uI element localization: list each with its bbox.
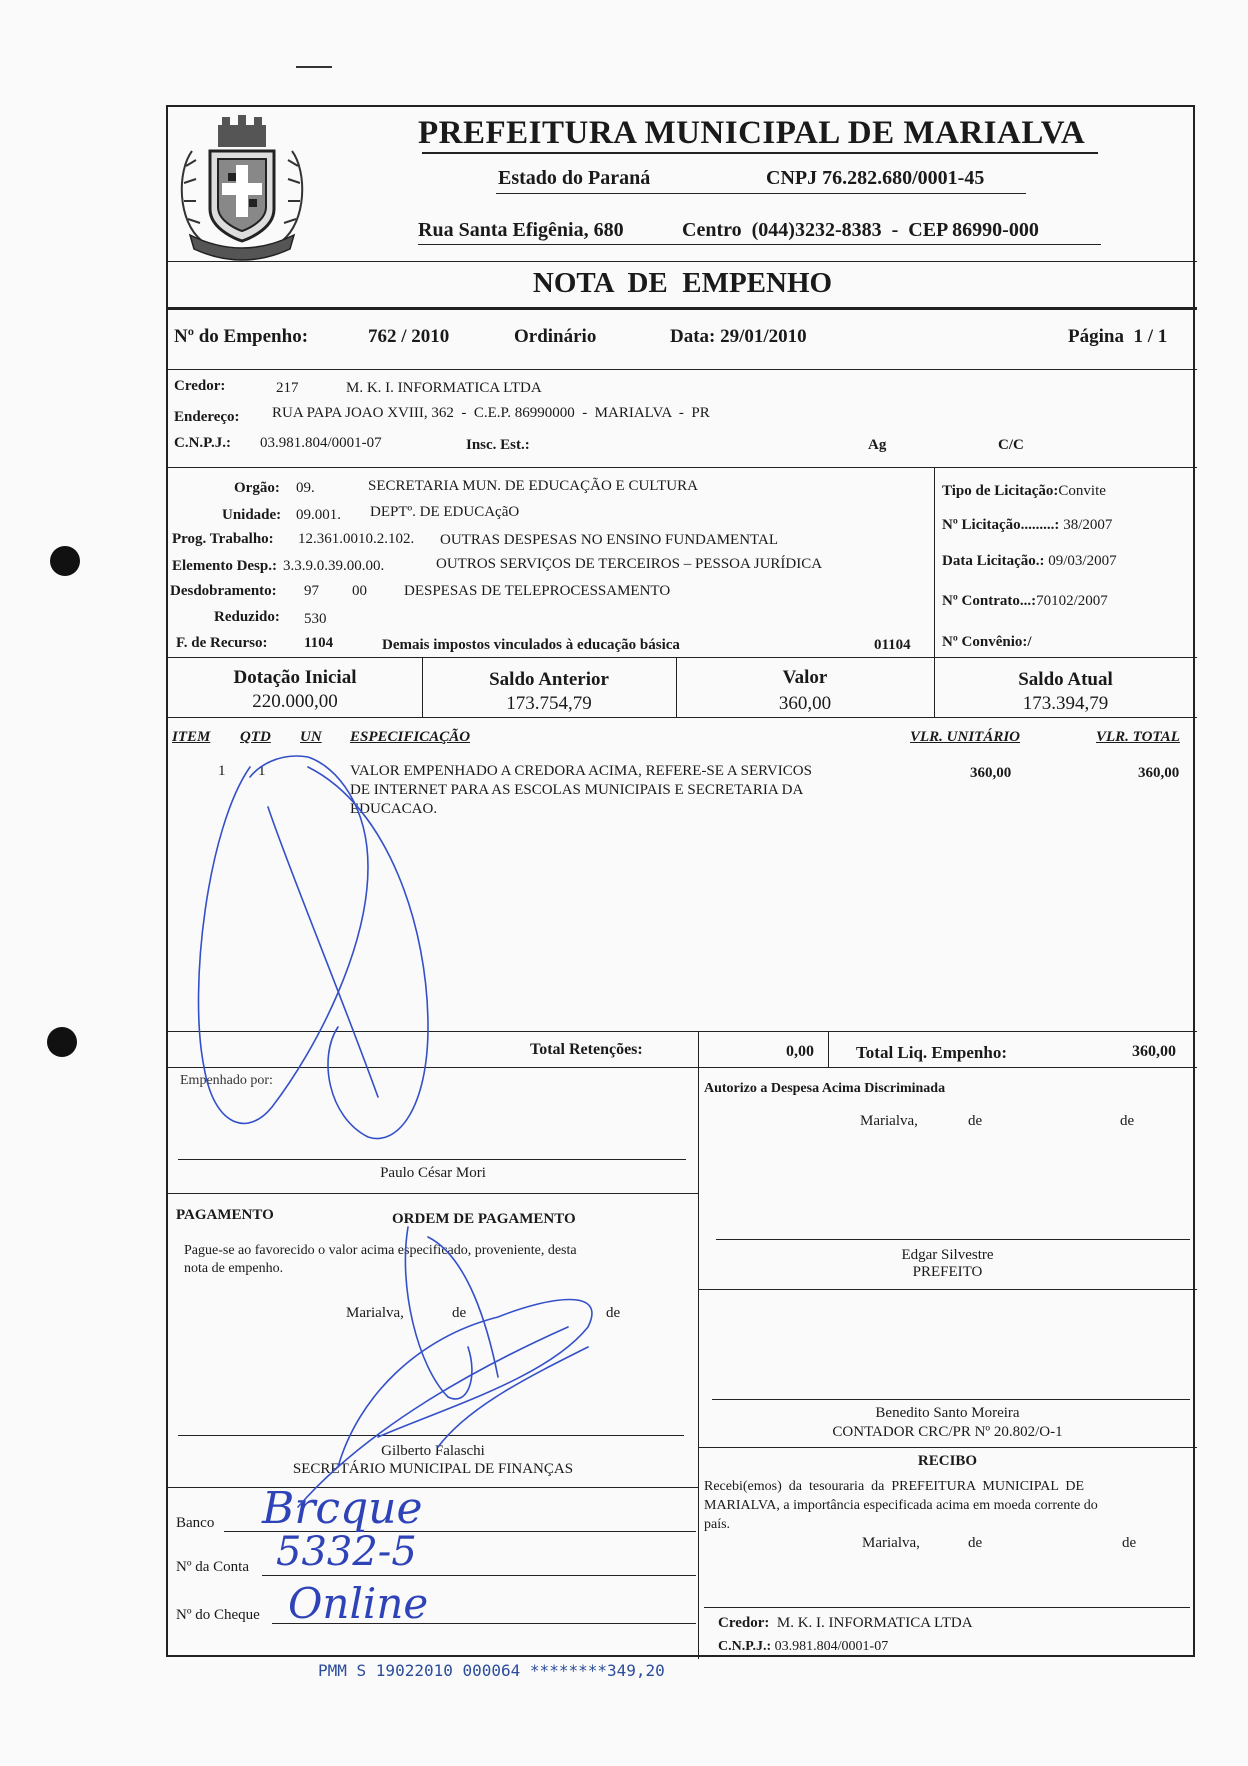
num-contrato-value: 70102/2007 [1036, 593, 1108, 609]
credor-cnpj: 03.981.804/0001-07 [260, 435, 382, 451]
header-district-phone: Centro (044)3232-8383 - CEP 86990-000 [682, 219, 1039, 241]
endereco-label: Endereço: [174, 409, 240, 425]
divider [698, 1447, 1197, 1448]
header-cnpj: CNPJ 76.282.680/0001-45 [766, 167, 985, 189]
elemento-code: 3.3.9.0.39.00.00. [283, 558, 385, 574]
divider [168, 1031, 1197, 1032]
signature-line-secretario [178, 1435, 684, 1436]
saldo-atual-value: 173.394,79 [1022, 693, 1109, 714]
pagamento-label: PAGAMENTO [176, 1207, 274, 1223]
desdobramento-code: 97 [304, 583, 319, 599]
contador-role: CONTADOR CRC/PR Nº 20.802/O-1 [832, 1424, 1063, 1440]
recibo-cnpj-value: 03.981.804/0001-07 [774, 1639, 889, 1654]
ag-label: Ag [868, 437, 887, 453]
divider [168, 1193, 698, 1194]
recibo-title: RECIBO [917, 1453, 978, 1469]
orgao-label: Orgão: [234, 480, 280, 496]
secretario-role: SECRETÁRIO MUNICIPAL DE FINANÇAS [292, 1461, 574, 1477]
punch-hole-top [50, 546, 80, 576]
saldo-anterior-value: 173.754,79 [506, 693, 592, 714]
item-vlr-unitario: 360,00 [970, 765, 1012, 781]
recibo-text: MARIALVA, a importância especificada acima em moeda corrente do [704, 1498, 1098, 1513]
header-title-underline [422, 152, 1098, 154]
page-number: Página 1 / 1 [1068, 326, 1168, 347]
header-state: Estado do Paraná [498, 167, 651, 189]
divider [168, 369, 1197, 370]
col-item: ITEM [172, 729, 211, 745]
prog-desc: OUTRAS DESPESAS NO ENSINO FUNDAMENTAL [440, 532, 778, 548]
valor-value: 360,00 [778, 693, 832, 714]
credor-name: M. K. I. INFORMATICA LTDA [346, 380, 542, 396]
item-vlr-total: 360,00 [1138, 765, 1180, 781]
num-contrato-label: Nº Contrato...: [942, 593, 1037, 609]
empenhado-name: Paulo César Mori [380, 1165, 486, 1181]
item-desc-line: EDUCACAO. [350, 801, 438, 817]
recibo-text: Recebi(emos) da tesouraria da PREFEITURA MUNICIPAL DE [704, 1479, 1085, 1494]
divider [168, 467, 1197, 468]
saldo-anterior-label: Saldo Anterior [489, 669, 609, 690]
cheque-label: Nº do Cheque [176, 1607, 260, 1623]
dotacao-inicial-value: 220.000,00 [252, 691, 338, 712]
col-un: UN [300, 729, 322, 745]
banco-handwriting: Brcque [262, 1483, 423, 1534]
divider [698, 1031, 699, 1659]
recibo-place: Marialva, [862, 1535, 920, 1551]
autorizo-label: Autorizo a Despesa Acima Discriminada [704, 1081, 946, 1096]
prog-label: Prog. Trabalho: [172, 531, 274, 547]
recibo-cnpj [718, 1639, 888, 1655]
cc-label: C/C [998, 437, 1024, 453]
reduzido-label: Reduzido: [214, 609, 280, 625]
col-vlr-unitario: VLR. UNITÁRIO [910, 729, 1021, 745]
empenho-number: 762 / 2010 [368, 326, 450, 347]
pagamento-de2: de [606, 1305, 621, 1321]
credor-code: 217 [276, 380, 299, 396]
col-vlr-total: VLR. TOTAL [1096, 729, 1180, 745]
tipo-licitacao-label-text: Tipo de Licitação: [942, 483, 1059, 499]
item-qtd: 1 [258, 763, 266, 779]
pagamento-place: Marialva, [346, 1305, 404, 1321]
item-desc-line: VALOR EMPENHADO A CREDORA ACIMA, REFERE-SE A SERVICOS [350, 763, 812, 779]
tipo-licitacao-value: Convite [1058, 483, 1106, 499]
autorizo-de1: de [968, 1113, 983, 1129]
total-liq-value: 360,00 [1132, 1043, 1176, 1060]
total-liq-label: Total Liq. Empenho: [856, 1043, 1007, 1062]
signature-line-empenhado [178, 1159, 686, 1160]
pagamento-text: Pague-se ao favorecido o valor acima especificado, proveniente, desta [184, 1243, 577, 1258]
data-licitacao-label: Data Licitação.: [942, 553, 1045, 569]
data-licitacao-value: 09/03/2007 [1048, 553, 1117, 569]
divider [168, 1067, 1197, 1068]
autorizo-place: Marialva, [860, 1113, 918, 1129]
banco-label: Banco [176, 1515, 215, 1531]
elemento-label: Elemento Desp.: [172, 558, 277, 574]
signature-line-prefeito [716, 1239, 1190, 1240]
prog-code: 12.361.0010.2.102. [298, 531, 415, 547]
divider [168, 307, 1197, 310]
machine-stamp: PMM S 19022010 000064 ********349,20 [318, 1661, 665, 1680]
credor-label: Credor: [174, 378, 226, 394]
col-qtd: QTD [240, 729, 271, 745]
recibo-cnpj-label: C.N.P.J.: [718, 1639, 772, 1654]
scan-mark [296, 66, 332, 68]
header-title: PREFEITURA MUNICIPAL DE MARIALVA [418, 115, 1086, 151]
desdobramento-desc: DESPESAS DE TELEPROCESSAMENTO [404, 583, 671, 599]
valor-label: Valor [782, 667, 828, 688]
recibo-credor-label: Credor: [718, 1615, 770, 1631]
saldo-atual-label: Saldo Atual [1018, 669, 1113, 690]
num-contrato [942, 593, 1108, 610]
dotacao-inicial-label: Dotação Inicial [233, 667, 357, 688]
recurso-code: 1104 [304, 635, 334, 651]
doc-title: NOTA DE EMPENHO [532, 267, 833, 299]
ordem-pagamento-label: ORDEM DE PAGAMENTO [392, 1211, 576, 1227]
conta-line [262, 1575, 696, 1576]
divider [698, 1289, 1197, 1290]
orgao-code: 09. [296, 480, 315, 496]
divider [168, 717, 1197, 718]
secretario-name: Gilberto Falaschi [381, 1443, 485, 1459]
empenho-type: Ordinário [514, 326, 597, 347]
prefeito-name: Edgar Silvestre [901, 1247, 994, 1263]
orgao-desc: SECRETARIA MUN. DE EDUCAÇÃO E CULTURA [368, 478, 698, 494]
unidade-label: Unidade: [222, 507, 282, 523]
signature-line-recibo [704, 1607, 1190, 1608]
contador-name: Benedito Santo Moreira [875, 1405, 1020, 1421]
pagamento-de1: de [452, 1305, 467, 1321]
item-desc-line: DE INTERNET PARA AS ESCOLAS MUNICIPAIS E SECRETARIA DA [350, 782, 804, 798]
recibo-credor [718, 1615, 973, 1632]
num-licitacao [942, 517, 1112, 534]
conta-handwriting: 5332-5 [276, 1529, 417, 1575]
nota-de-empenho-form [166, 105, 1195, 1657]
empenhado-por-label: Empenhado por: [180, 1073, 273, 1088]
item-number: 1 [218, 763, 226, 779]
recibo-text: país. [704, 1517, 731, 1532]
recurso-label: F. de Recurso: [176, 635, 268, 651]
total-retencoes-label: Total Retenções: [530, 1041, 643, 1058]
signature-line-contador [712, 1399, 1190, 1400]
pagamento-text: nota de empenho. [184, 1261, 284, 1276]
header-address-underline [418, 244, 1101, 245]
divider [934, 467, 935, 657]
header-state-underline [496, 193, 1026, 194]
insc-est-label: Insc. Est.: [466, 437, 530, 453]
endereco-value: RUA PAPA JOAO XVIII, 362 - C.E.P. 86990000 - MARIALVA - PR [272, 405, 710, 421]
credor-cnpj-label: C.N.P.J.: [174, 435, 231, 451]
num-licitacao-label: Nº Licitação.........: [942, 517, 1060, 533]
elemento-desc: OUTROS SERVIÇOS DE TERCEIROS – PESSOA JURÍDICA [436, 556, 823, 572]
recibo-credor-value: M. K. I. INFORMATICA LTDA [776, 1615, 973, 1631]
cheque-handwriting: Online [288, 1579, 429, 1628]
empenho-label: Nº do Empenho: [174, 326, 309, 347]
col-especificacao: ESPECIFICAÇÃO [350, 729, 471, 745]
unidade-desc: DEPTº. DE EDUCAçãO [370, 504, 520, 520]
autorizo-de2: de [1120, 1113, 1135, 1129]
header-address: Rua Santa Efigênia, 680 [418, 219, 624, 241]
unidade-code: 09.001. [296, 507, 341, 523]
divider [168, 657, 1197, 658]
conta-label: Nº da Conta [176, 1559, 249, 1575]
total-retencoes-value: 0,00 [786, 1043, 814, 1060]
divider [828, 1031, 829, 1067]
empenho-date: Data: 29/01/2010 [670, 326, 807, 347]
recibo-de1: de [968, 1535, 983, 1551]
divider [168, 261, 1197, 262]
tipo-licitacao-label [942, 483, 1106, 500]
num-licitacao-value: 38/2007 [1063, 517, 1113, 533]
recibo-de2: de [1122, 1535, 1137, 1551]
num-convenio-label: Nº Convênio:/ [942, 634, 1032, 650]
reduzido-code: 530 [304, 611, 327, 627]
punch-hole-bottom [47, 1027, 77, 1057]
recurso-code2: 01104 [874, 637, 911, 653]
prefeito-role: PREFEITO [912, 1264, 983, 1280]
recurso-desc: Demais impostos vinculados à educação básica [382, 637, 680, 653]
divider [168, 1487, 698, 1488]
desdobramento-label: Desdobramento: [170, 583, 277, 599]
desdobramento-code2: 00 [352, 583, 367, 599]
data-licitacao [942, 553, 1117, 570]
